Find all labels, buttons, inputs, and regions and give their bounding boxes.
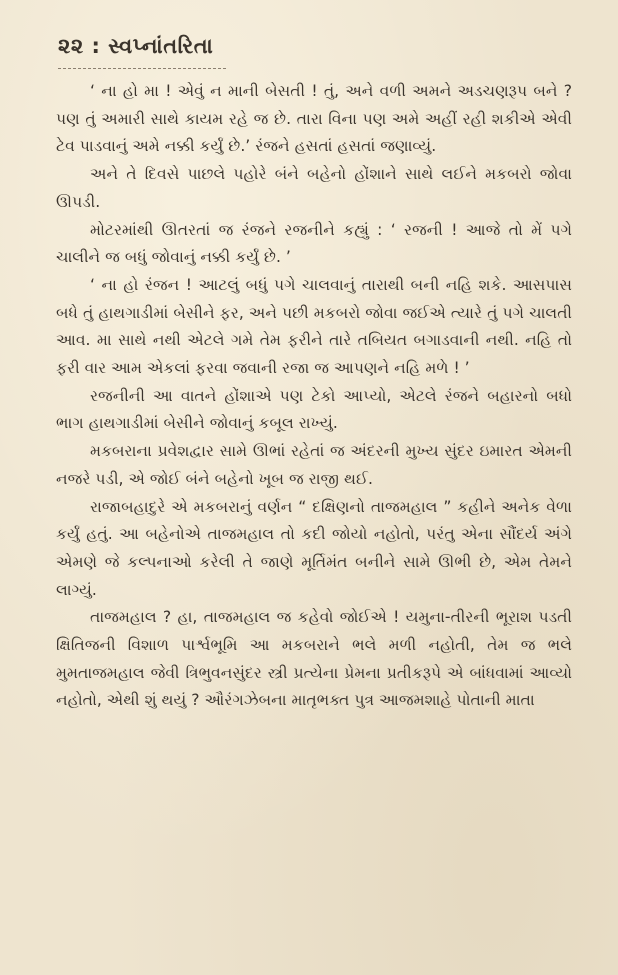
running-header: ૨૨ : સ્વપ્નાંતરિતા xyxy=(58,34,214,58)
header-divider xyxy=(58,68,226,69)
paragraph: ‘ ના હો રંજન ! આટલું બધું પગે ચાલવાનું તારાથી બની નહિ શકે. આસપાસ બધે તું હાથગાડીમાં બેસીને ફર, અને પછી મકબરો જોવા જઈએ ત્યારે તું પગે ચાલતી આવ. મા સાથે નથી એટલે ગમે તેમ ફરીને તારે તબિયત બગાડવાની નથી. નહિ તો ફરી વાર આમ એકલાં ફરવા જવાની રજા જ આપણને નહિ મળે ! ’ xyxy=(56,275,572,378)
paragraph: મકબરાના પ્રવેશદ્વાર સામે ઊભાં રહેતાં જ અંદરની મુખ્ય સુંદર ઇમારત એમની નજરે પડી, એ જોઈ બંને બહેનો ખૂબ જ રાજી થઈ. xyxy=(56,442,572,488)
body-text xyxy=(56,78,572,715)
paragraph: અને તે દિવસે પાછલે પહોરે બંને બહેનો હોંશાને સાથે લઈને મકબરો જોવા ઊપડી. xyxy=(56,165,572,211)
paragraph: મોટરમાંથી ઊતરતાં જ રંજને રજનીને કહ્યું : ‘ રજની ! આજે તો મેં પગે ચાલીને જ બધું જોવાનું નક્કી કર્યું છે. ’ xyxy=(56,220,572,267)
paragraph: ‘ ના હો મા ! એવું ન માની બેસતી ! તું, અને વળી અમને અડચણરૂપ બને ? પણ તું અમારી સાથે કાયમ રહે જ છે. તારા વિના પણ અમે અહીં રહી શકીએ એવી ટેવ પાડવાનું અમે નક્કી કર્યું છે.’ રંજને હસતાં હસતાં જણાવ્યું. xyxy=(56,82,572,156)
paragraph: તાજમહાલ ? હા, તાજમહાલ જ કહેવો જોઈએ ! યમુના-તીરની ભૂરાશ પડતી ક્ષિતિજની વિશાળ પાર્શ્વભૂમિ આ મકબરાને ભલે મળી નહોતી, તેમ જ ભલે મુમતાજમહાલ જેવી ત્રિભુવનસુંદર સ્ત્રી પ્રત્યેના પ્રેમના પ્રતીકરૂપે એ બાંધવામાં આવ્યો નહોતો, એથી શું થયું ? ઔરંગઝેબના માતૃભક્ત પુત્ર આજમશાહે પોતાની માતા xyxy=(56,608,572,710)
paragraph: રજનીની આ વાતને હોંશાએ પણ ટેકો આપ્યો, એટલે રંજને બહારનો બધો ભાગ હાથગાડીમાં બેસીને જોવાનું કબૂલ રાખ્યું. xyxy=(56,386,572,433)
paragraph: રાજાબહાદુરે એ મકબરાનું વર્ણન “ દક્ષિણનો તાજમહાલ ” કહીને અનેક વેળા કર્યું હતું. આ બહેનોએ તાજમહાલ તો કદી જોયો નહોતો, પરંતુ એના સૌંદર્ય અંગે એમણે જે કલ્પનાઓ કરેલી તે જાણે મૂર્તિમંત બનીને સામે ઊભી છે, એમ તેમને લાગ્યું. xyxy=(56,497,572,599)
